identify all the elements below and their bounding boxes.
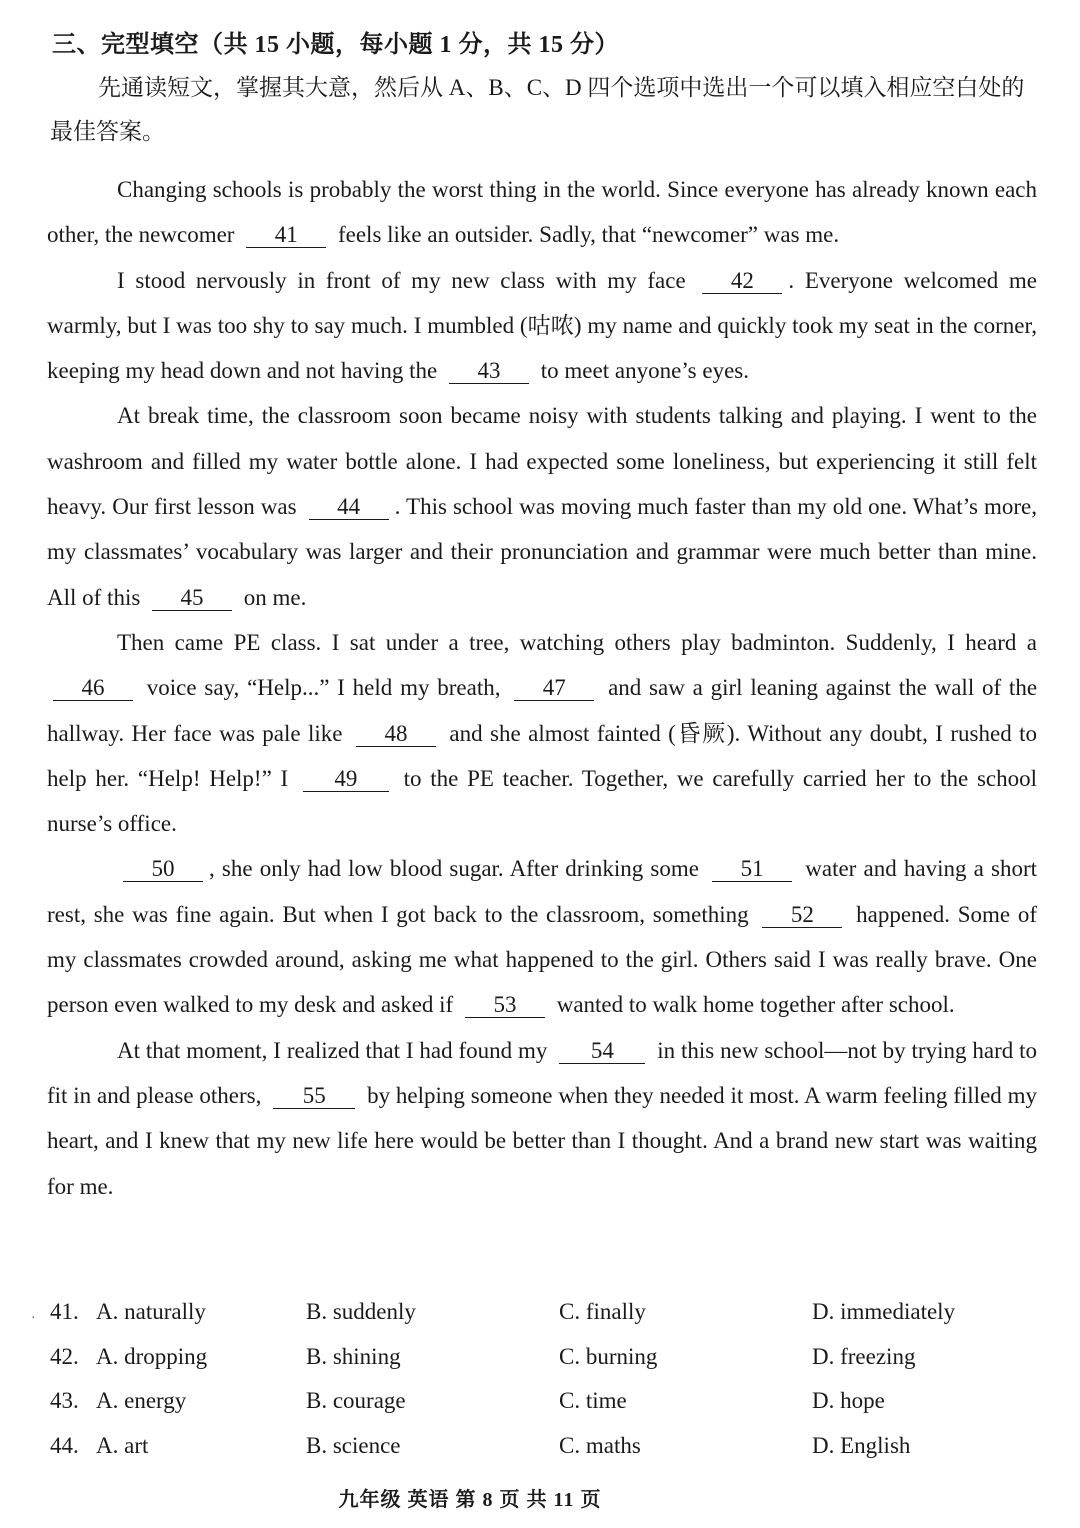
paragraph-2 (47, 258, 1037, 394)
passage-text: in this new school—not by trying hard to fit in and please others, (47, 1037, 1037, 1108)
question-number: 41. (50, 1299, 79, 1324)
option-a[interactable]: A. naturally (96, 1299, 206, 1324)
paragraph-6 (47, 1028, 1037, 1209)
question-row-43 (50, 1388, 1030, 1433)
blank-49[interactable]: 49 (303, 767, 389, 792)
option-b[interactable]: B. shining (306, 1343, 401, 1369)
cloze-passage (47, 167, 1037, 1209)
instructions-text: 先通读短文，掌握其大意，然后从 A、B、C、D 四个选项中选出一个可以填入相应空白处的最佳答案。 (50, 75, 1025, 144)
passage-text: water and having a short rest, she was fine again. But when I got back to the classroom, something (47, 856, 1038, 927)
passage-text: , she only had low blood sugar. After drinking some (209, 856, 699, 882)
blank-52[interactable]: 52 (762, 903, 842, 928)
blank-46[interactable]: 46 (53, 676, 133, 701)
scan-tick-mark: · (31, 1311, 36, 1326)
passage-text: I stood nervously in front of my new class with my face (117, 267, 686, 293)
blank-50[interactable]: 50 (123, 857, 203, 882)
question-number: 44. (50, 1432, 79, 1458)
passage-text: on me. (243, 584, 307, 610)
option-c[interactable]: C. burning (559, 1343, 658, 1369)
passage-text: by helping someone when they needed it most. A warm feeling filled my heart, and I knew that my new life here would be better than I thought. And a brand new start was waiting for me. (47, 1082, 1038, 1199)
question-row-41 (50, 1299, 1030, 1344)
blank-43[interactable]: 43 (449, 359, 529, 384)
paragraph-1 (47, 167, 1037, 258)
section-title: 三、完型填空（共 15 小题，每小题 1 分，共 15 分） (52, 32, 619, 58)
option-a[interactable]: A. energy (96, 1388, 187, 1413)
passage-text: Then came PE class. I sat under a tree, watching others play badminton. Suddenly, I heard a (117, 629, 1037, 655)
passage-text: happened. Some of my classmates crowded around, asking me what happened to the girl. Others said I was really brave. One person even walked to my desk and asked if (47, 901, 1038, 1018)
question-row-42 (50, 1344, 1030, 1389)
passage-text: feels like an outsider. Sadly, that “newcomer” was me. (337, 222, 840, 248)
passage-text: to the PE teacher. Together, we carefully carried her to the school nurse’s office. (47, 765, 1037, 837)
option-c[interactable]: C. maths (559, 1432, 641, 1458)
option-c[interactable]: C. finally (559, 1299, 646, 1324)
option-d[interactable]: D. English (812, 1432, 911, 1458)
blank-42[interactable]: 42 (702, 269, 782, 294)
blank-41[interactable]: 41 (246, 223, 326, 248)
answer-options (50, 1299, 1030, 1477)
passage-text: At that moment, I realized that I had found my (117, 1037, 548, 1063)
passage-text: At break time, the classroom soon became noisy with students talking and playing. I went to the washroom and filled my water bottle alone. I had expected some loneliness, but experiencing it still felt heavy. Our first lesson was (47, 403, 1037, 520)
question-number: 42. (50, 1343, 79, 1369)
option-b[interactable]: B. courage (306, 1388, 406, 1413)
passage-text: Changing schools is probably the worst thing in the world. Since everyone has already known each other, the newcomer (47, 177, 1037, 248)
blank-48[interactable]: 48 (356, 722, 436, 747)
passage-text: . Everyone welcomed me warmly, but I was too shy to say much. I mumbled (咕哝) my name and quickly took my seat in the corner, keeping my head down and not having the (47, 267, 1037, 384)
passage-text: wanted to walk home together after school. (556, 992, 955, 1018)
passage-text: . This school was moving much faster than my old one. What’s more, my classmates’ vocabulary was larger and their pronunciation and grammar were much better than mine. All of this (47, 494, 1038, 610)
blank-55[interactable]: 55 (273, 1084, 355, 1109)
page-footer: 九年级 英语 第 8 页 共 11 页 (338, 1489, 602, 1511)
option-b[interactable]: B. science (306, 1432, 401, 1458)
paragraph-3 (47, 393, 1037, 619)
option-d[interactable]: D. immediately (812, 1299, 956, 1324)
passage-text: and she almost fainted (昏厥). Without any doubt, I rushed to help her. “Help! Help!” I (47, 720, 1038, 791)
option-d[interactable]: D. freezing (812, 1343, 916, 1369)
passage-text: and saw a girl leaning against the wall of the hallway. Her face was pale like (47, 675, 1038, 746)
paragraph-5 (47, 846, 1037, 1027)
option-d[interactable]: D. hope (812, 1388, 885, 1413)
blank-51[interactable]: 51 (712, 857, 792, 882)
blank-45[interactable]: 45 (152, 586, 232, 611)
option-a[interactable]: A. art (96, 1432, 149, 1458)
blank-47[interactable]: 47 (514, 676, 594, 701)
option-c[interactable]: C. time (559, 1388, 627, 1413)
option-b[interactable]: B. suddenly (306, 1299, 416, 1324)
passage-text: voice say, “Help...” I held my breath, (146, 675, 501, 701)
question-row-44 (50, 1433, 1030, 1478)
option-a[interactable]: A. dropping (96, 1343, 208, 1369)
passage-text: to meet anyone’s eyes. (540, 358, 749, 384)
blank-44[interactable]: 44 (309, 495, 389, 520)
section-instructions (50, 66, 1038, 154)
paragraph-4 (47, 620, 1037, 846)
question-number: 43. (50, 1388, 79, 1413)
blank-54[interactable]: 54 (559, 1039, 645, 1064)
blank-53[interactable]: 53 (465, 993, 545, 1018)
